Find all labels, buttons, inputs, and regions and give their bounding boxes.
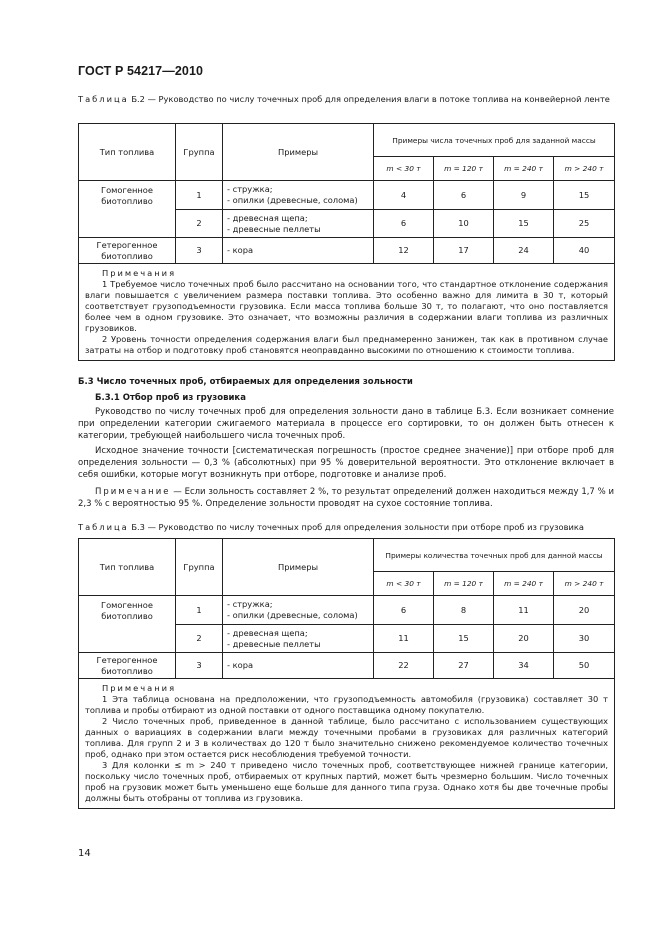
examples-cell	[223, 625, 374, 653]
example-item: - древесные пеллеты	[227, 639, 369, 650]
header-samples: Примеры числа точечных проб для заданной массы	[374, 124, 615, 157]
example-item: - опилки (древесные, солома)	[227, 610, 369, 621]
example-item: - древесная щепа;	[227, 628, 369, 639]
value-cell: 15	[434, 625, 494, 653]
value-cell: 34	[494, 653, 554, 679]
group-cell: 1	[176, 181, 223, 210]
table-notes	[79, 679, 615, 809]
examples-cell	[223, 596, 374, 625]
table-b3-caption	[78, 521, 614, 534]
mass-col-header: m = 120 т	[434, 572, 494, 596]
value-cell: 9	[494, 181, 554, 210]
value-cell: 17	[434, 238, 494, 264]
table-b3	[78, 538, 615, 809]
value-cell: 6	[374, 596, 434, 625]
table-b2-caption	[78, 93, 614, 106]
example-item: - кора	[227, 660, 369, 671]
group-cell: 1	[176, 596, 223, 625]
fuel-type-cell: Гетерогенное биотопливо	[79, 653, 176, 679]
value-cell: 20	[494, 625, 554, 653]
section-body	[78, 406, 614, 510]
notes-title: Примечания	[102, 683, 177, 693]
paragraph: Руководство по числу точечных проб для определения зольности дано в таблице Б.3. Если возникает сомнение при определении категории сжигаемого материала в процессе его сортировки, то он должен быть отнесен к категории, требующей наибольшего числа точечных проб.	[78, 407, 614, 441]
value-cell: 50	[554, 653, 615, 679]
value-cell: 6	[434, 181, 494, 210]
subsection-title: Б.3.1 Отбор проб из грузовика	[95, 393, 246, 403]
value-cell: 25	[554, 210, 615, 238]
mass-col-header: m = 240 т	[494, 157, 554, 181]
value-cell: 40	[554, 238, 615, 264]
group-cell: 3	[176, 653, 223, 679]
examples-cell	[223, 181, 374, 210]
page-number: 14	[78, 848, 91, 859]
notes-title: Примечания	[102, 268, 177, 278]
table-row	[79, 238, 615, 264]
value-cell: 8	[434, 596, 494, 625]
value-cell: 24	[494, 238, 554, 264]
value-cell: 11	[494, 596, 554, 625]
header-samples: Примеры количества точечных проб для данной массы	[374, 539, 615, 572]
value-cell: 12	[374, 238, 434, 264]
fuel-type-cell: Гетерогенное биотопливо	[79, 238, 176, 264]
header-fuel-type: Тип топлива	[79, 539, 176, 596]
mass-col-header: m > 240 т	[554, 157, 615, 181]
example-item: - древесные пеллеты	[227, 224, 369, 235]
note-item: 1 Требуемое число точечных проб было рассчитано на основании того, что стандартное отклонение содержания влаги повышается с увеличением размера поставки топлива. Это особенно важно для лимита в 30 т, который соответствует грузоподъемности грузовика. Если масса топлива больше 30 т, то полагают, что оно поставляется более чем в одном грузовике. Это означает, что возможны различия в содержании влаги топлива из различных грузовиков.	[85, 279, 609, 333]
table-b2	[78, 123, 615, 361]
value-cell: 6	[374, 210, 434, 238]
group-cell: 2	[176, 210, 223, 238]
value-cell: 4	[374, 181, 434, 210]
header-group: Группа	[176, 124, 223, 181]
table-row	[79, 596, 615, 625]
table-row	[79, 653, 615, 679]
fuel-type-cell: Гомогенное биотопливо	[79, 596, 176, 653]
examples-cell	[223, 238, 374, 264]
caption-text: Б.2 — Руководство по числу точечных проб для определения влаги в потоке топлива на конвейерной ленте	[131, 94, 610, 104]
document-header: ГОСТ Р 54217—2010	[78, 64, 204, 78]
mass-col-header: m = 120 т	[434, 157, 494, 181]
example-item: - стружка;	[227, 184, 369, 195]
header-group: Группа	[176, 539, 223, 596]
table-notes	[79, 264, 615, 361]
value-cell: 30	[554, 625, 615, 653]
value-cell: 20	[554, 596, 615, 625]
mass-col-header: m = 240 т	[494, 572, 554, 596]
note-item: 2 Число точечных проб, приведенное в данной таблице, было рассчитано с использованием существующих данных о вариациях в содержании влаги между точечными пробами в грузовиках для различных категорий топлива. Для групп 2 и 3 в количествах до 120 т было значительно снижено рекомендуемое количество точечных проб, однако при этом остается риск несоблюдения требуемой точности.	[85, 716, 609, 759]
caption-text: Б.3 — Руководство по числу точечных проб для определения зольности при отборе проб из грузовика	[131, 522, 584, 532]
example-item: - кора	[227, 245, 369, 256]
group-cell: 3	[176, 238, 223, 264]
note-word: Примечание	[95, 487, 171, 497]
caption-word: Таблица	[78, 522, 129, 532]
value-cell: 15	[554, 181, 615, 210]
note-item: 1 Эта таблица основана на предположении, что грузоподъемность автомобиля (грузовика) составляет 30 т топлива и пробы отбирают из одной поставки от одного поставщика одному покупателю.	[85, 694, 609, 715]
header-fuel-type: Тип топлива	[79, 124, 176, 181]
example-item: - стружка;	[227, 599, 369, 610]
value-cell: 10	[434, 210, 494, 238]
paragraph: Исходное значение точности [систематическая погрешность (простое среднее значение)] при отборе проб для определения зольности — 0,3 % (абсолютных) при 95 % доверительной вероятности. Это отклонение включает в себя ошибки, которые могут возникнуть при отборе, подготовке и анализе проб.	[78, 446, 614, 480]
note-paragraph	[78, 486, 614, 510]
group-cell: 2	[176, 625, 223, 653]
examples-cell	[223, 210, 374, 238]
note-item: 3 Для колонки ≤ m > 240 т приведено число точечных проб, соответствующее нижней границе категории, поскольку число точечных проб, отбираемых от крупных партий, может быть чрезмерно большим. Число точечных проб на грузовик может быть уменьшено еще больше для данного типа груза. Однако хотя бы две точечные пробы должны быть отобраны от топлива из грузовика.	[85, 760, 609, 803]
example-item: - древесная щепа;	[227, 213, 369, 224]
mass-col-header: m > 240 т	[554, 572, 615, 596]
header-examples: Примеры	[223, 124, 374, 181]
example-item: - опилки (древесные, солома)	[227, 195, 369, 206]
mass-col-header: m < 30 т	[374, 572, 434, 596]
caption-word: Таблица	[78, 94, 129, 104]
section-title: Б.3 Число точечных проб, отбираемых для определения зольности	[78, 377, 413, 387]
value-cell: 27	[434, 653, 494, 679]
mass-col-header: m < 30 т	[374, 157, 434, 181]
value-cell: 15	[494, 210, 554, 238]
note-text: — Если зольность составляет 2 %, то результат определений должен находиться между 1,7 % и 2,3 % с вероятностью 95 %. Определение зольности проводят на сухое состояние топлива.	[78, 487, 615, 509]
header-examples: Примеры	[223, 539, 374, 596]
value-cell: 11	[374, 625, 434, 653]
note-item: 2 Уровень точности определения содержания влаги был преднамеренно занижен, так как в противном случае затраты на отбор и подготовку проб становятся неоправданно высокими по отношению к стоимости топлива.	[85, 334, 609, 355]
value-cell: 22	[374, 653, 434, 679]
table-row	[79, 181, 615, 210]
fuel-type-cell: Гомогенное биотопливо	[79, 181, 176, 238]
examples-cell	[223, 653, 374, 679]
